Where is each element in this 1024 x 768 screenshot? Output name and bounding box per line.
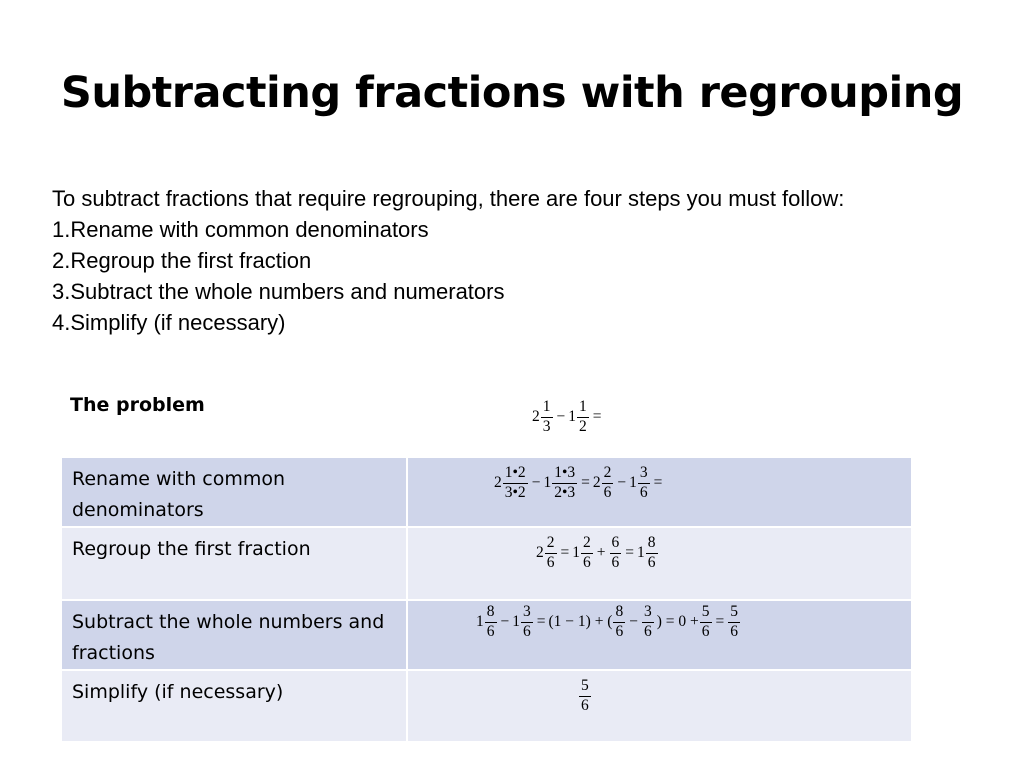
step-work	[407, 527, 912, 600]
table-row	[61, 527, 912, 600]
intro-text	[52, 183, 844, 338]
page-title: Subtracting fractions with regrouping	[60, 68, 964, 118]
step-label: Subtract the whole numbers and fractions	[61, 600, 407, 670]
step-work	[407, 670, 912, 742]
step-work	[407, 600, 912, 670]
step-work	[407, 457, 912, 527]
problem-fraction-2: $\frac{1}{2}$	[579, 398, 587, 435]
step-label: Rename with common denominators	[61, 457, 407, 527]
intro-step-3: 3.Subtract the whole numbers and numerators	[52, 279, 505, 304]
problem-expression: 2 $\frac{1}{3}$ − 1 $\frac{1}{2}$ =	[532, 398, 602, 435]
work-expression: 1 $\frac{8}{6}$ − 1 $\frac{3}{6}$ = (1 − 1) + ( $\frac{8}{6}$ − $\frac{3}{6}$ ) = 0 + $\frac{5}{6}$ = $\frac{5}{6}$	[476, 603, 738, 640]
table-row	[61, 457, 912, 527]
table-row	[61, 670, 912, 742]
problem-fraction-1: $\frac{1}{3}$	[542, 398, 551, 435]
work-expression: 2 $\frac{1•2}{3•2}$ − 1 $\frac{1•3}{2•3}$ = 2 $\frac{2}{6}$ − 1 $\frac{3}{6}$ =	[494, 464, 663, 501]
intro-step-1: 1.Rename with common denominators	[52, 217, 429, 242]
problem-label: The problem	[70, 394, 205, 416]
intro-lead: To subtract fractions that require regrouping, there are four steps you must follow:	[52, 186, 845, 211]
step-label: Regroup the first fraction	[61, 527, 407, 600]
problem-whole-1: 2	[532, 408, 540, 426]
intro-step-4: 4.Simplify (if necessary)	[52, 310, 286, 335]
problem-whole-2: 1	[568, 408, 576, 426]
intro-step-2: 2.Regroup the first fraction	[52, 248, 312, 273]
work-expression: 2 $\frac{2}{6}$ = 1 $\frac{2}{6}$ + $\frac{6}{6}$ = 1 $\frac{8}{6}$	[536, 534, 656, 571]
step-label: Simplify (if necessary)	[61, 670, 407, 742]
work-expression: $\frac{5}{6}$	[581, 677, 589, 714]
steps-table	[60, 456, 913, 743]
table-row	[61, 600, 912, 670]
